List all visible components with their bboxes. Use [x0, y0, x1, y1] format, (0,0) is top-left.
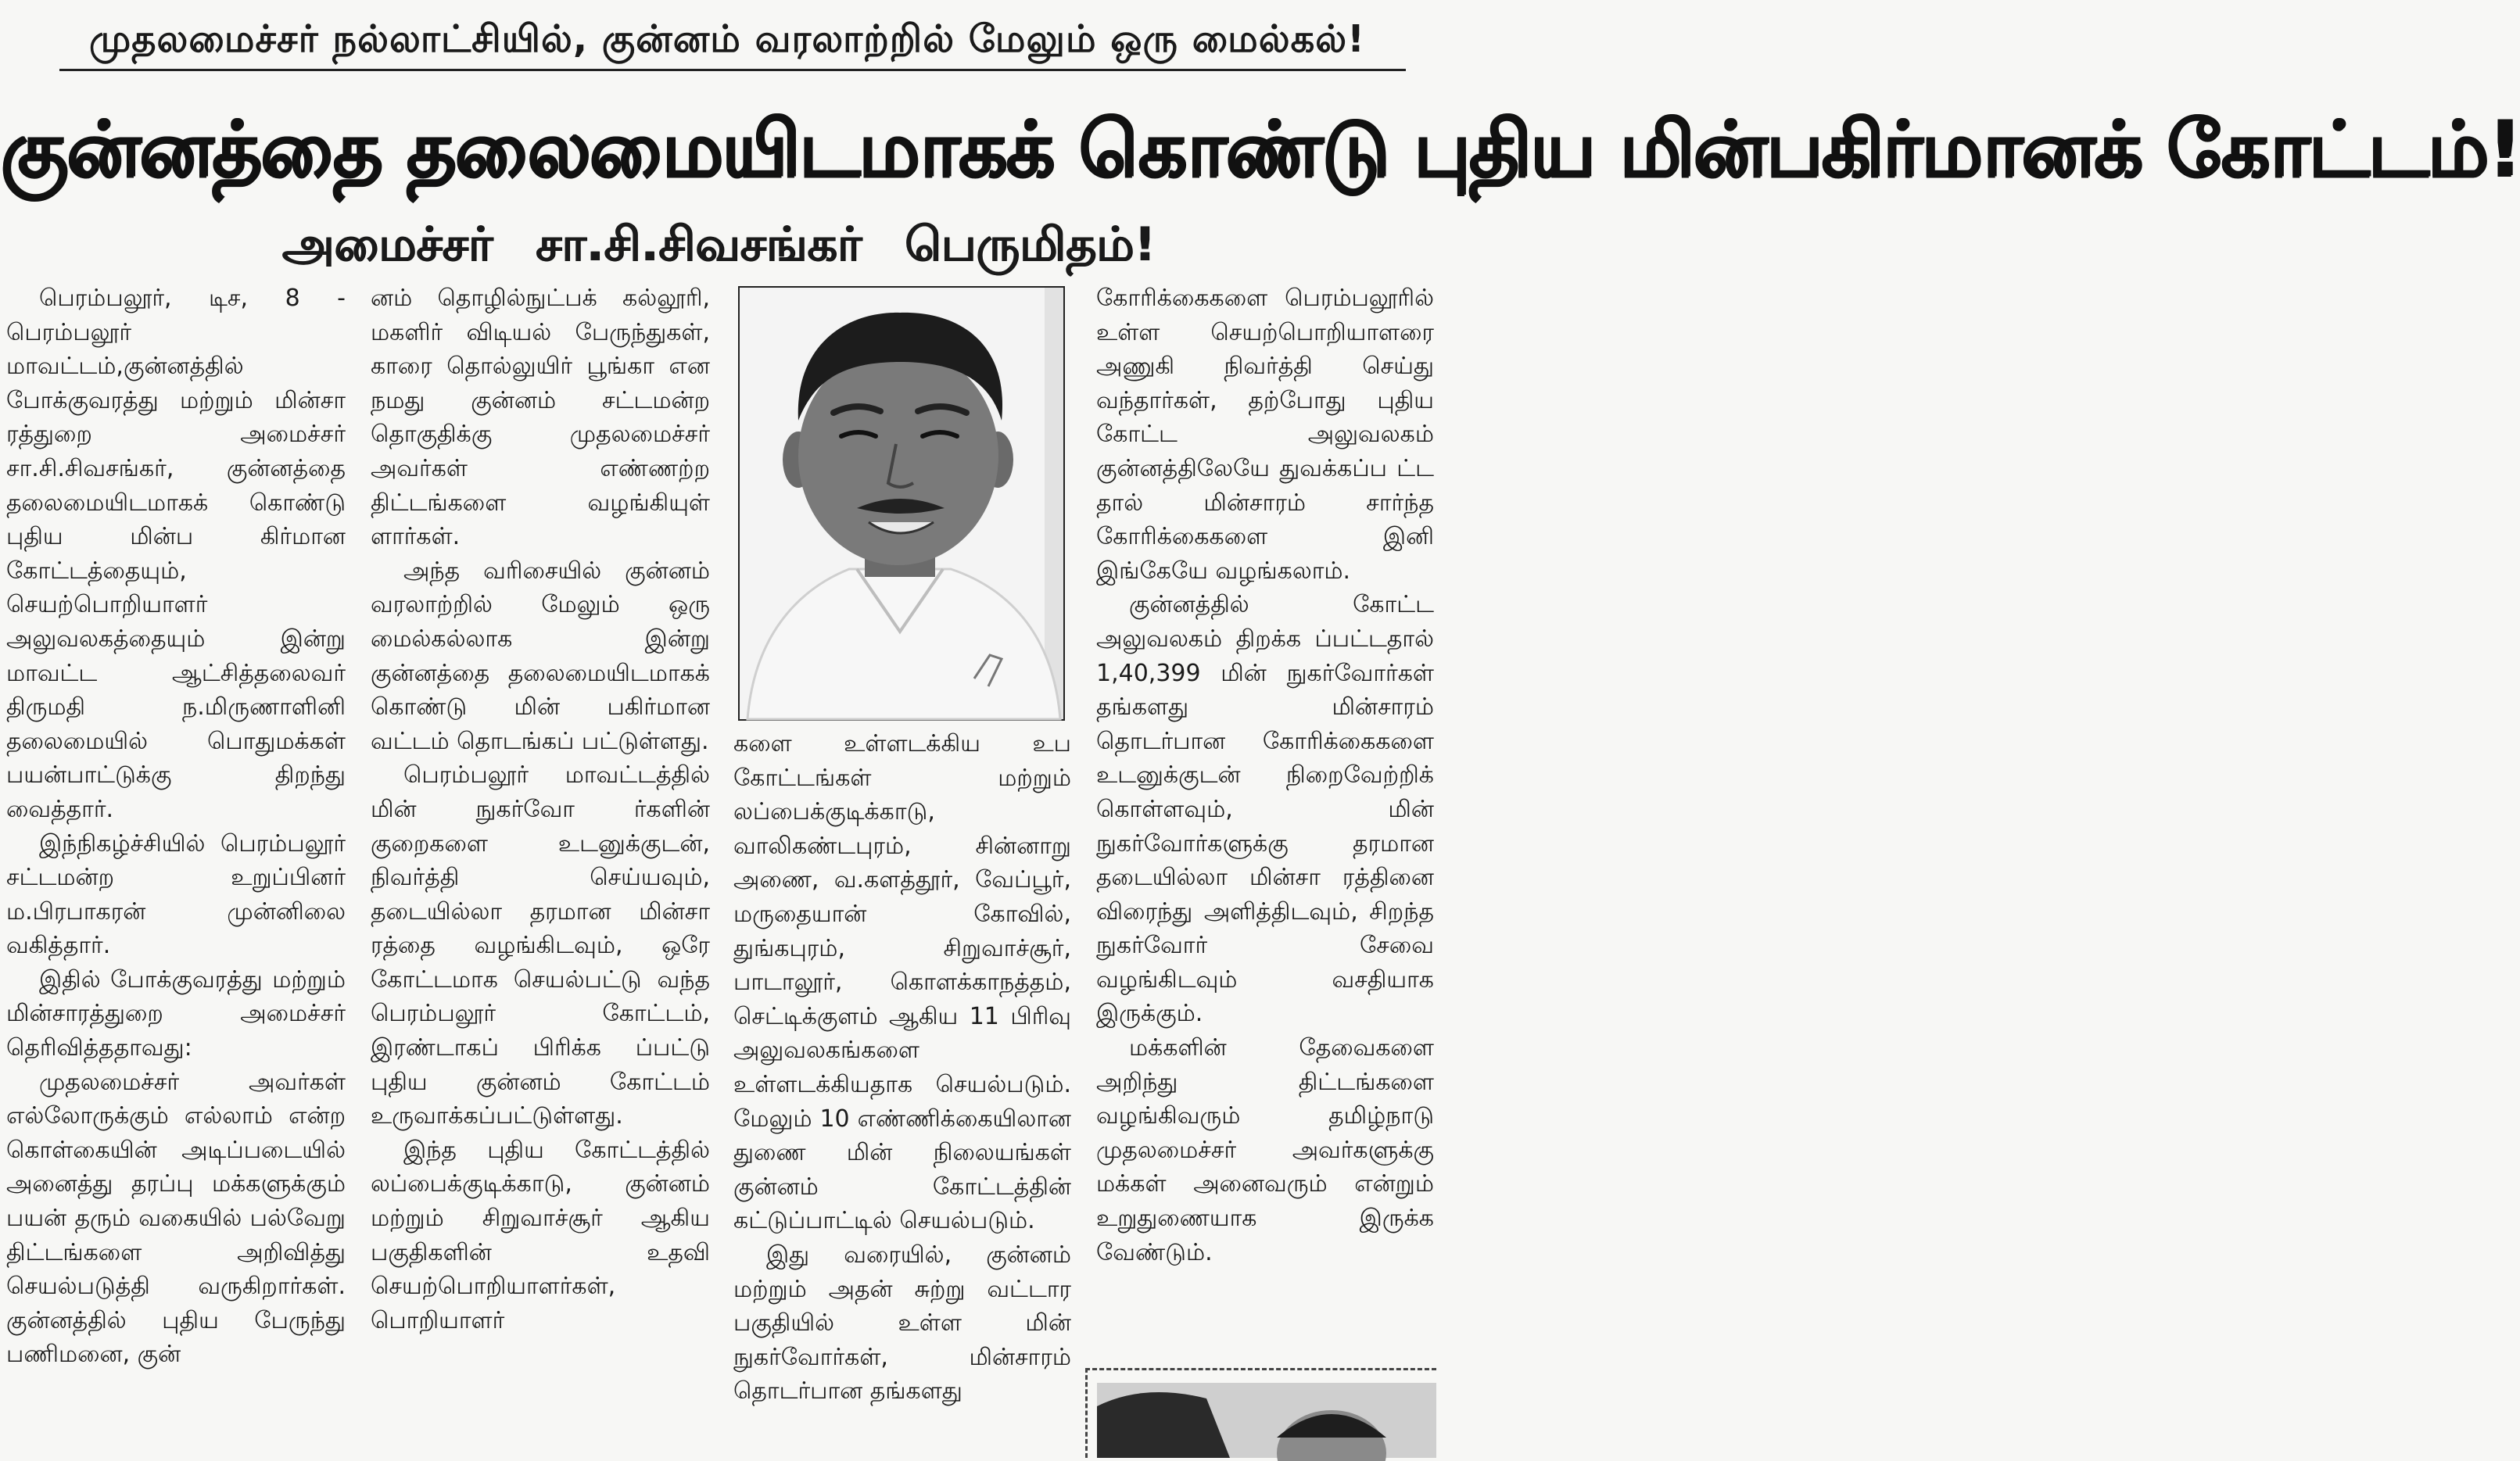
paragraph: இதில் போக்குவரத்து மற்றும் மின்சாரத்துறை அமைச்சர் தெரிவித்ததாவது:: [6, 965, 346, 1062]
kicker-headline: முதலமைச்சர் நல்லாட்சியில், குன்னம் வரலாற்றில் மேலும் ஒரு மைல்கல்!: [88, 17, 1366, 61]
paragraph: பெரம்பலூர், டிச, 8 - பெரம்பலூர் மாவட்டம்,குன்னத்தில் போக்குவரத்து மற்றும் மின்சா ரத்துறை அமைச்சர் சா.சி.சிவசங்கர், குன்னத்தை தலைமையிடமாகக் கொண்டு புதிய மின்ப கிர்மான கோட்டத்தையும், செயற்பொறியாளர் அலுவலகத்தையும் இன்று மாவட்ட ஆட்சித்தலைவர் திருமதி ந.மிருணாளினி தலைமையில் பொதுமக்கள் பயன்பாட்டுக்கு திறந்து வைத்தார்.: [6, 285, 346, 823]
article-column-2: [371, 281, 710, 1454]
photo-fragment: [1097, 1383, 1436, 1458]
paragraph: இந்நிகழ்ச்சியில் பெரம்பலூர் சட்டமன்ற உறுப்பினர் ம.பிரபாகரன் முன்னிலை வகித்தார்.: [6, 829, 346, 960]
article-column-1: [6, 281, 346, 1454]
paragraph: அந்த வரிசையில் குன்னம் வரலாற்றில் மேலும் ஒரு மைல்கல்லாக இன்று குன்னத்தை தலைமையிடமாகக் கொண்டு மின் பகிர்மான வட்டம் தொடங்கப் பட்டுள்ளது.: [371, 557, 710, 755]
paragraph: கோரிக்கைகளை பெரம்பலூரில் உள்ள செயற்பொறியாளரை அணுகி நிவர்த்தி செய்து வந்தார்கள், தற்போது புதிய கோட்ட அலுவலகம் குன்னத்திலேயே துவக்கப்ப ட்ட தால் மின்சாரம் சார்ந்த கோரிக்கைகளை இனி இங்கேயே வழங்கலாம்.: [1096, 285, 1434, 585]
paragraph: மக்களின் தேவைகளை அறிந்து திட்டங்களை வழங்கிவரும் தமிழ்நாடு முதலமைச்சர் அவர்களுக்கு மக்கள் அனைவரும் என்றும் உறுதுணையாக இருக்க வேண்டும்.: [1096, 1034, 1434, 1266]
portrait-illustration: [740, 288, 1063, 719]
paragraph: களை உள்ளடக்கிய உப கோட்டங்கள் மற்றும் லப்பைக்குடிக்காடு, வாலிகண்டபுரம், சின்னாறு அணை, வ.களத்தூர், வேப்பூர், மருதையான் கோவில், துங்கபுரம், சிறுவாச்சூர், பாடாலூர், கொளக்காநத்தம், செட்டிக்குளம் ஆகிய 11 பிரிவு அலுவலகங்களை உள்ளடக்கியதாக செயல்படும். மேலும் 10 எண்ணிக்கையிலான துணை மின் நிலையங்கள் குன்னம் கோட்டத்தின் கட்டுப்பாட்டில் செயல்படும்.: [733, 730, 1071, 1235]
paragraph: முதலமைச்சர் அவர்கள் எல்லோருக்கும் எல்லாம் என்ற கொள்கையின் அடிப்படையில் அனைத்து தரப்பு மக்களுக்கும் பயன் தரும் வகையில் பல்வேறு திட்டங்களை அறிவித்து செயல்படுத்தி வருகிறார்கள். குன்னத்தில் புதிய பேருந்து பணிமனை, குன்: [6, 1068, 346, 1369]
adjacent-photo: [1097, 1383, 1436, 1458]
paragraph: குன்னத்தில் கோட்ட அலுவலகம் திறக்க ப்பட்டதால் 1,40,399 மின் நுகர்வோர்கள் தங்களது மின்சாரம் தொடர்பான கோரிக்கைகளை உடனுக்குடன் நிறைவேற்றிக் கொள்ளவும், மின் நுகர்வோர்களுக்கு தரமான தடையில்லா மின்சா ரத்தினை விரைந்து அளித்திடவும், சிறந்த நுகர்வோர் சேவை வழங்கிடவும் வசதியாக இருக்கும்.: [1096, 591, 1434, 1028]
sub-headline: அமைச்சர் சா.சி.சிவசங்கர் பெருமிதம்!: [281, 217, 1156, 272]
paragraph: னம் தொழில்நுட்பக் கல்லூரி, மகளிர் விடியல் பேருந்துகள், காரை தொல்லுயிர் பூங்கா என நமது குன்னம் சட்டமன்ற தொகுதிக்கு முதலமைச்சர் அவர்கள் எண்ணற்ற திட்டங்களை வழங்கியுள் ளார்கள்.: [371, 285, 710, 551]
paragraph: இது வரையில், குன்னம் மற்றும் அதன் சுற்று வட்டார பகுதியில் உள்ள மின் நுகர்வோர்கள், மின்சாரம் தொடர்பான தங்களது: [733, 1241, 1071, 1405]
adjacent-photo-box: [1085, 1368, 1436, 1458]
kicker-rule: [59, 69, 1406, 71]
main-headline: குன்னத்தை தலைமையிடமாகக் கொண்டு புதிய மின்பகிர்மானக் கோட்டம்!: [0, 105, 2520, 194]
paragraph: பெரம்பலூர் மாவட்டத்தில் மின் நுகர்வோ ர்களின் குறைகளை உடனுக்குடன், நிவர்த்தி செய்யவும், தடையில்லா தரமான மின்சா ரத்தை வழங்கிடவும், ஒரே கோட்டமாக செயல்பட்டு வந்த பெரம்பலூர் கோட்டம், இரண்டாகப் பிரிக்க ப்பட்டு புதிய குன்னம் கோட்டம் உருவாக்கப்பட்டுள்ளது.: [371, 761, 710, 1130]
article-column-3: [733, 727, 1071, 1454]
article-column-4: [1096, 281, 1434, 1345]
paragraph: இந்த புதிய கோட்டத்தில் லப்பைக்குடிக்காடு, குன்னம் மற்றும் சிறுவாச்சூர் ஆகிய பகுதிகளின் உதவி செயற்பொறியாளர்கள், பொறியாளர்: [371, 1136, 710, 1334]
minister-photo: [738, 286, 1065, 721]
